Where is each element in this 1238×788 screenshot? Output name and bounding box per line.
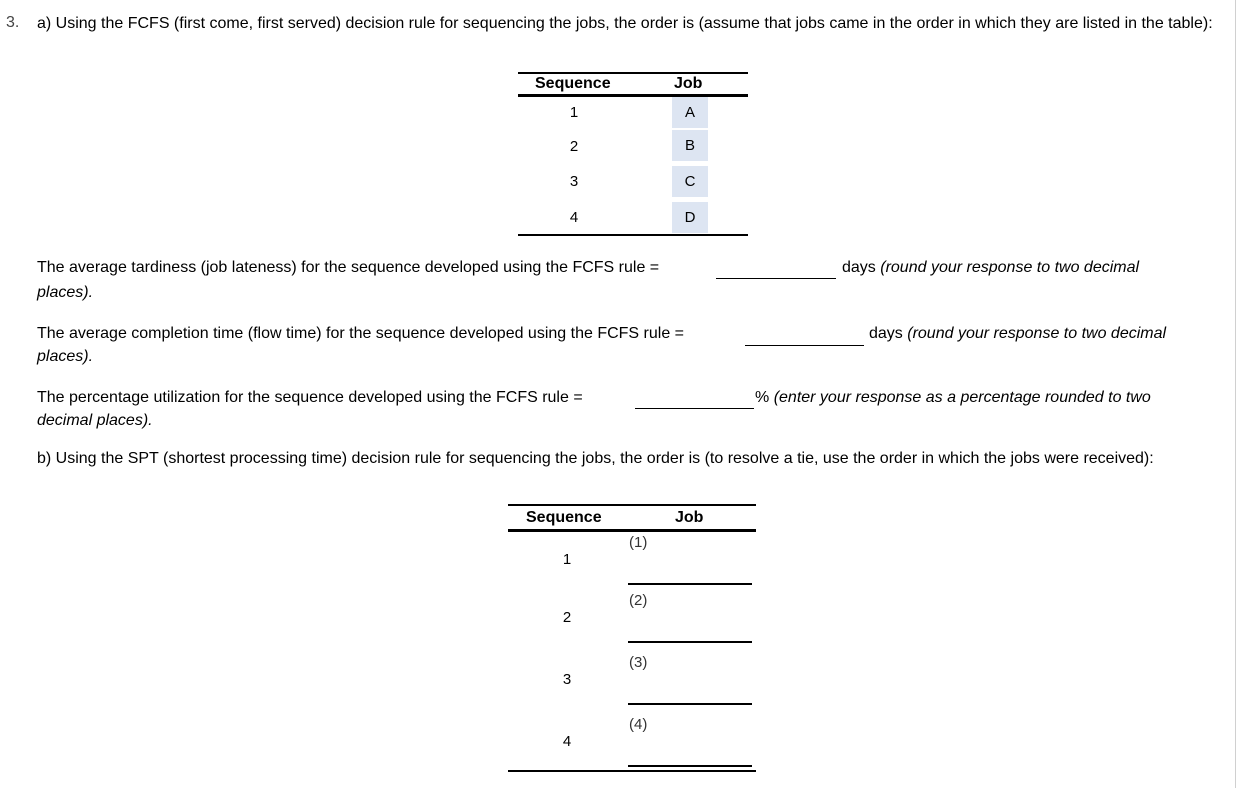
job-answer-field-4[interactable] bbox=[628, 765, 752, 767]
completion-unit-note bbox=[869, 324, 1166, 344]
table-header-rule bbox=[508, 529, 756, 532]
header-job: Job bbox=[674, 75, 703, 92]
utilization-note-cont: decimal places). bbox=[37, 412, 153, 429]
page-right-border bbox=[1235, 0, 1236, 788]
question-number: 3. bbox=[6, 14, 20, 31]
part-a-intro: a) Using the FCFS (first come, first served) decision rule for sequencing the jobs, the order is (assume that jobs came in the order in which they are listed in the table): bbox=[37, 15, 1213, 32]
part-b-intro: b) Using the SPT (shortest processing time) decision rule for sequencing the jobs, the order is (to resolve a tie, use the order in which the jobs were received): bbox=[37, 450, 1154, 467]
header-sequence: Sequence bbox=[535, 75, 611, 92]
table-bottom-rule bbox=[518, 234, 748, 236]
utilization-note: (enter your response as a percentage rounded to two bbox=[773, 389, 1151, 406]
table-top-rule bbox=[518, 72, 748, 74]
tardiness-unit-note bbox=[842, 258, 1139, 278]
job-answer-field-2[interactable] bbox=[628, 641, 752, 643]
job-cell-3: C bbox=[672, 166, 708, 197]
utilization-label: The percentage utilization for the sequence developed using the FCFS rule = bbox=[37, 389, 583, 406]
tardiness-label: The average tardiness (job lateness) for the sequence developed using the FCFS rule = bbox=[37, 259, 660, 276]
seq-3: 3 bbox=[569, 173, 579, 190]
job-blank-label-2: (2) bbox=[629, 592, 648, 609]
completion-label: The average completion time (flow time) for the sequence developed using the FCFS rule = bbox=[37, 325, 684, 342]
job-cell-4: D bbox=[672, 202, 708, 233]
spt-sequence-table bbox=[508, 504, 756, 776]
job-blank-label-3: (3) bbox=[629, 654, 648, 671]
header-job: Job bbox=[675, 509, 704, 526]
seq-1: 1 bbox=[562, 551, 572, 568]
utilization-answer-field[interactable] bbox=[635, 408, 754, 409]
job-blank-label-4: (4) bbox=[629, 716, 648, 733]
header-sequence: Sequence bbox=[526, 509, 602, 526]
seq-1: 1 bbox=[569, 104, 579, 121]
seq-4: 4 bbox=[569, 209, 579, 226]
tardiness-note: (round your response to two decimal bbox=[880, 259, 1140, 276]
seq-4: 4 bbox=[562, 733, 572, 750]
completion-note: (round your response to two decimal bbox=[907, 325, 1167, 342]
completion-answer-field[interactable] bbox=[745, 345, 864, 346]
job-answer-field-3[interactable] bbox=[628, 703, 752, 705]
completion-note-cont: places). bbox=[37, 348, 94, 365]
job-cell-1: A bbox=[672, 97, 708, 128]
job-answer-field-1[interactable] bbox=[628, 583, 752, 585]
utilization-unit-note bbox=[755, 388, 1151, 408]
table-top-rule bbox=[508, 504, 756, 506]
completion-unit: days bbox=[869, 325, 903, 342]
table-header-rule bbox=[518, 94, 748, 97]
seq-2: 2 bbox=[569, 138, 579, 155]
table-bottom-rule bbox=[508, 770, 756, 772]
tardiness-unit: days bbox=[842, 259, 876, 276]
job-blank-label-1: (1) bbox=[629, 534, 648, 551]
utilization-unit: % bbox=[755, 389, 770, 406]
seq-3: 3 bbox=[562, 671, 572, 688]
tardiness-answer-field[interactable] bbox=[716, 278, 836, 279]
tardiness-note-cont: places). bbox=[37, 284, 94, 301]
fcfs-sequence-table bbox=[518, 72, 748, 236]
seq-2: 2 bbox=[562, 609, 572, 626]
job-cell-2: B bbox=[672, 130, 708, 161]
